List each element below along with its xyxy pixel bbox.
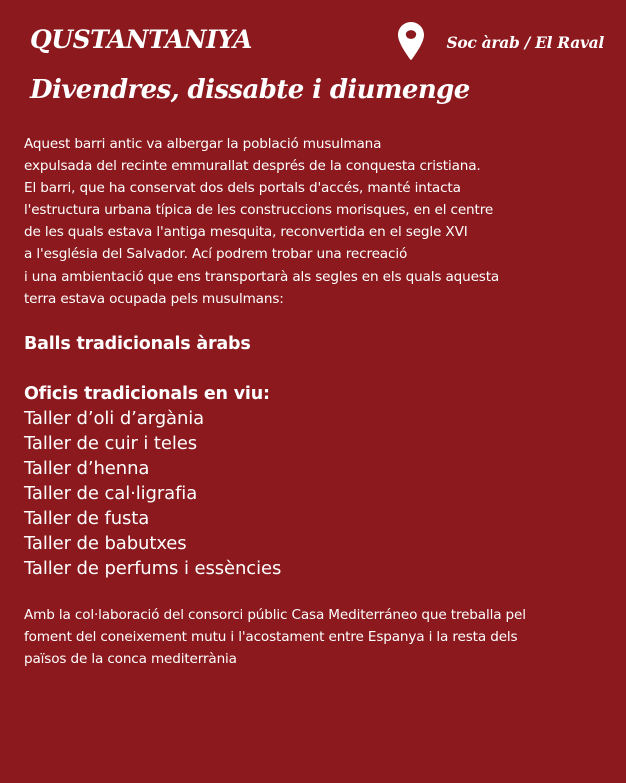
workshop-item: Taller d’henna <box>24 458 150 479</box>
crafts-heading: Oficis tradicionals en viu: <box>24 384 270 404</box>
workshop-item: Taller de fusta <box>24 508 150 529</box>
event-days: Divendres, dissabte i diumenge <box>30 75 470 105</box>
location <box>398 22 604 60</box>
dances-heading: Balls tradicionals àrabs <box>24 334 251 354</box>
intro-line: i una ambientació que ens transportarà als segles en els quals aquesta <box>24 268 500 285</box>
intro-line: a l'església del Salvador. Ací podrem trobar una recreació <box>24 246 408 263</box>
intro-line: l'estructura urbana típica de les construccions morisques, en el centre <box>24 202 494 219</box>
intro-line: El barri, que ha conservat dos dels portals d'accés, manté intacta <box>24 180 461 197</box>
workshop-item: Taller de babutxes <box>24 533 187 554</box>
intro-line: Aquest barri antic va albergar la població musulmana <box>24 136 382 152</box>
workshop-list <box>24 406 281 581</box>
workshop-item: Taller de perfums i essències <box>24 558 282 579</box>
page-title: QUSTANTANIYA <box>30 25 252 54</box>
map-pin-icon <box>398 22 424 60</box>
note-line: Amb la col·laboració del consorci públic Casa Mediterráneo que treballa pel <box>24 607 526 623</box>
note-line: foment del coneixement mutu i l'acostament entre Espanya i la resta dels <box>24 629 518 646</box>
intro-paragraph <box>24 133 624 310</box>
note-line: països de la conca mediterrània <box>24 651 237 668</box>
intro-line: expulsada del recinte emmurallat després de la conquesta cristiana. <box>24 158 481 175</box>
workshop-item: Taller de cuir i teles <box>24 433 198 454</box>
collaboration-note <box>24 604 624 670</box>
location-text: Soc àrab / El Raval <box>446 32 604 52</box>
intro-line: terra estava ocupada pels musulmans: <box>24 290 284 307</box>
workshop-item: Taller de cal·ligrafia <box>24 483 198 504</box>
workshop-item: Taller d’oli d’argània <box>24 408 205 429</box>
intro-line: de les quals estava l'antiga mesquita, reconvertida en el segle XVI <box>24 224 468 241</box>
